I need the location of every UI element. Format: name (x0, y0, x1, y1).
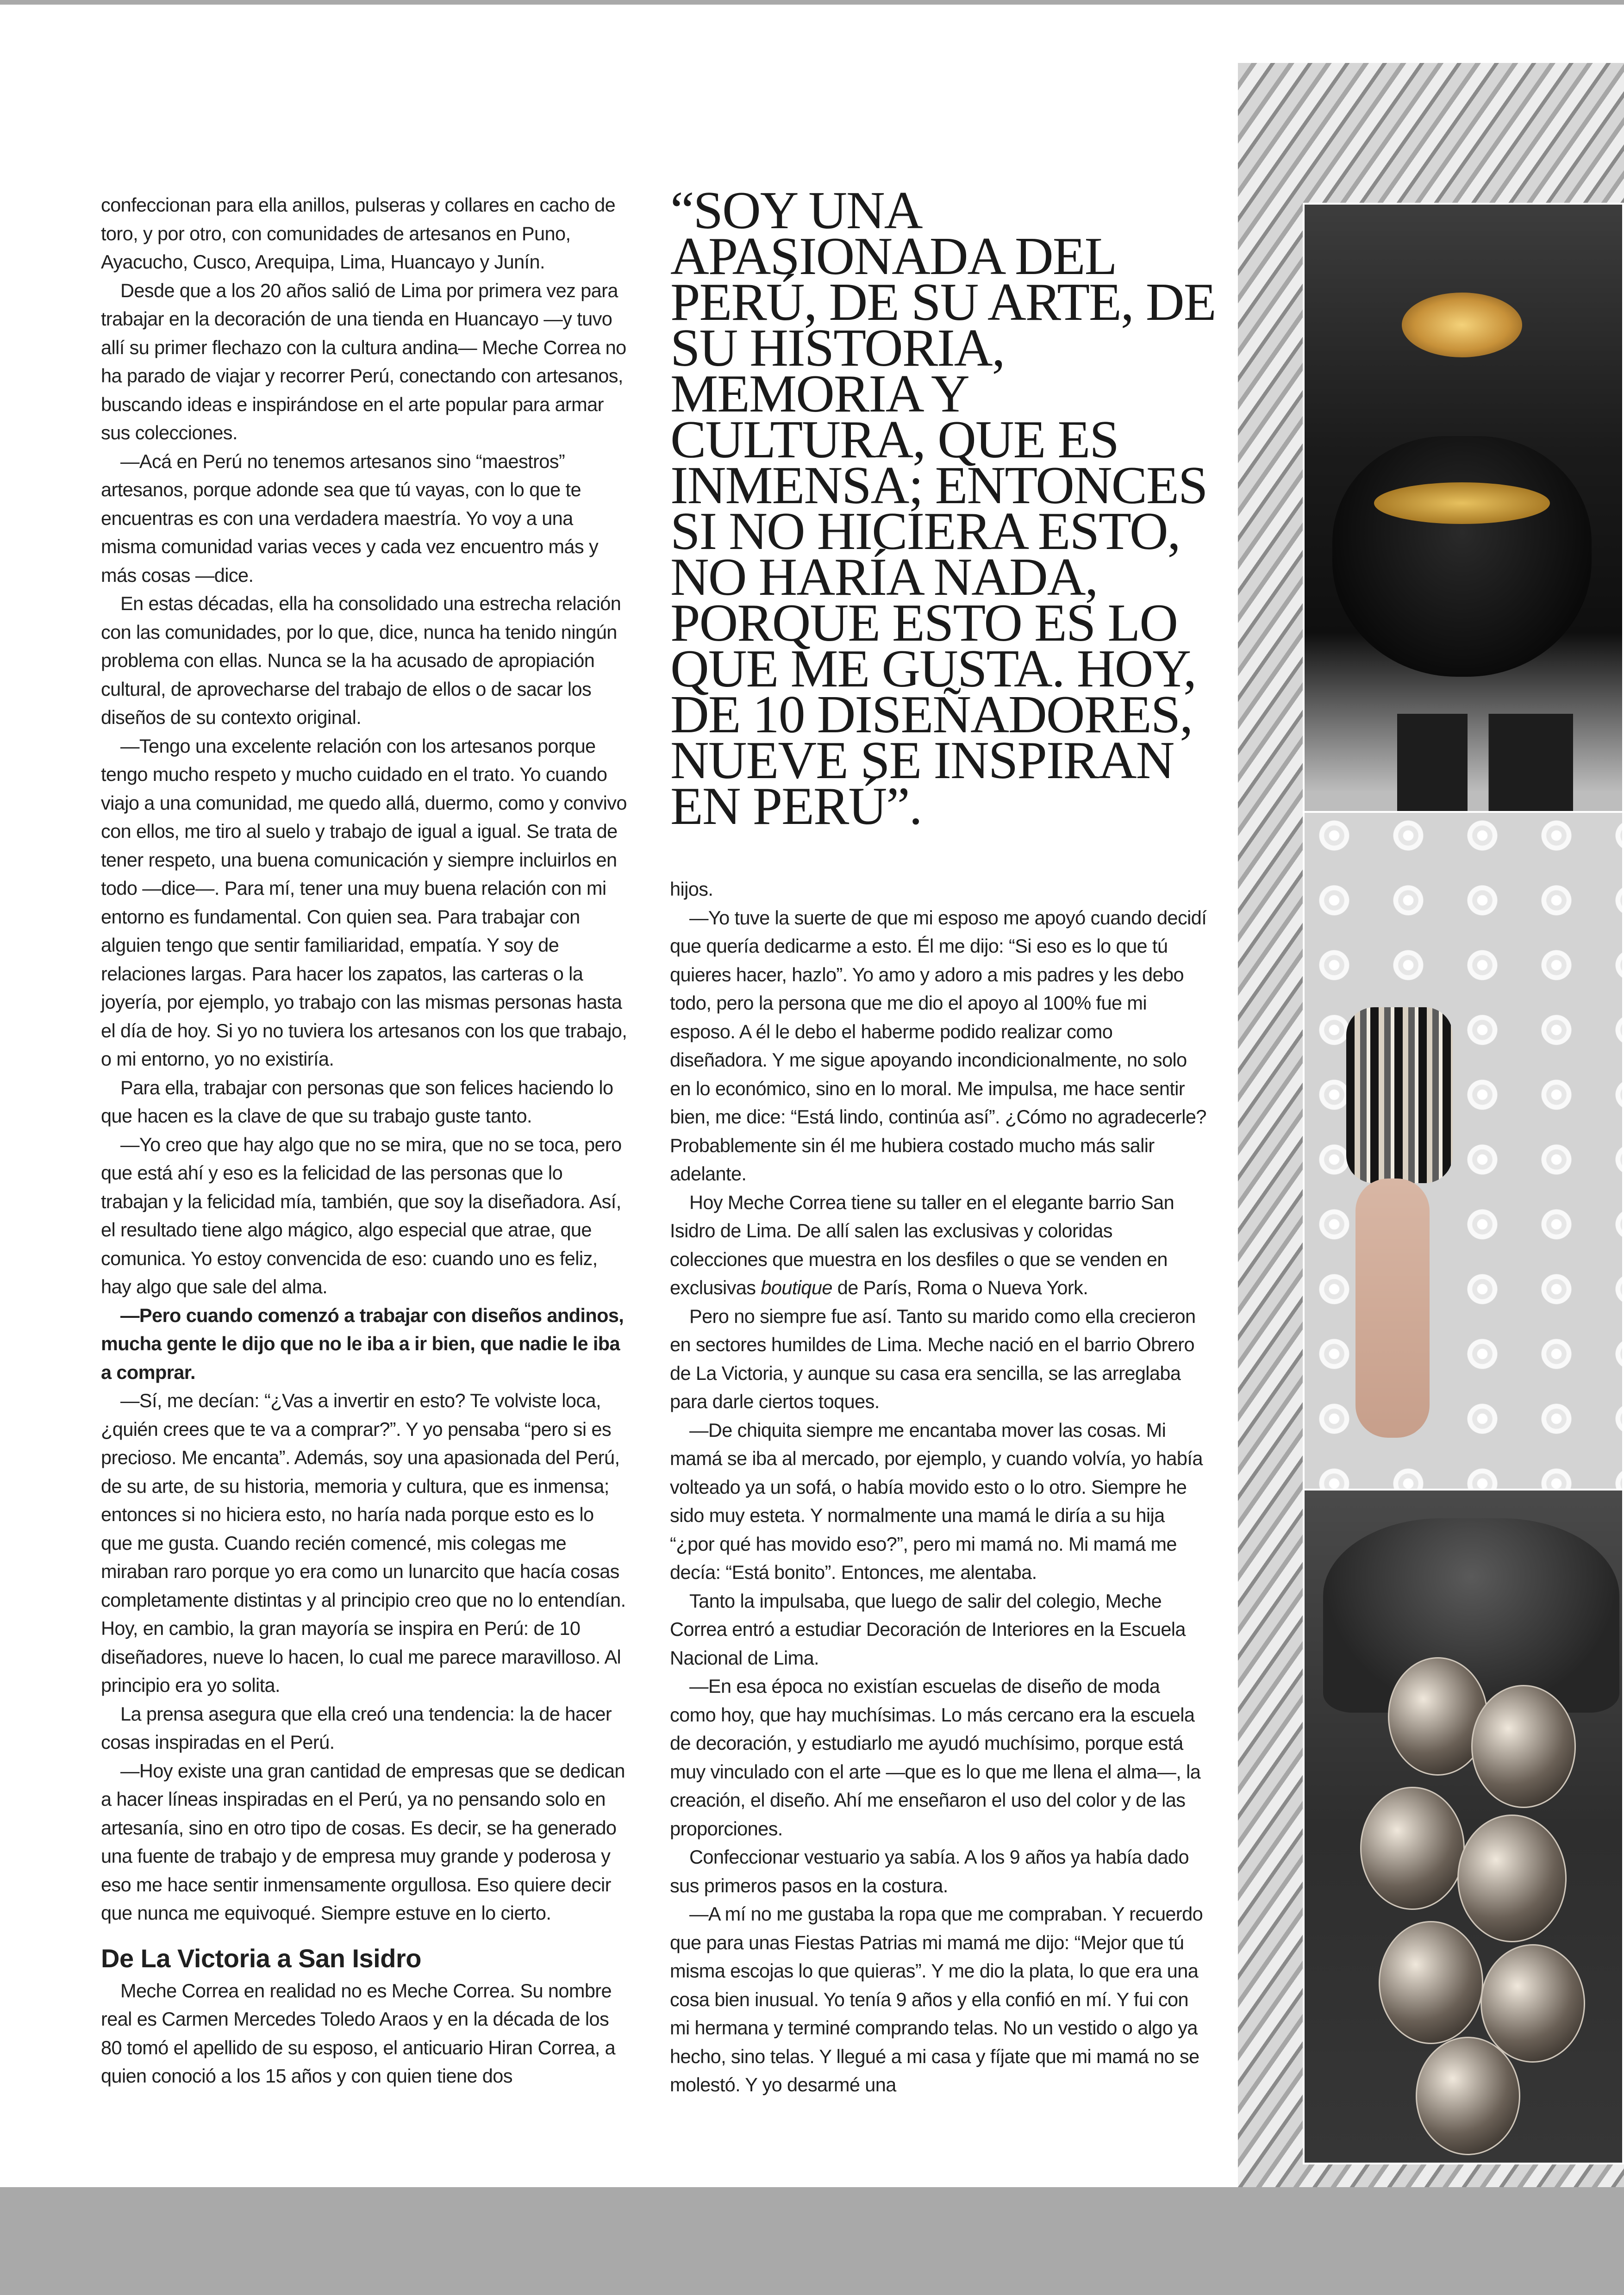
model-legs (1397, 714, 1573, 818)
paragraph-text: Hoy Meche Correa tiene su taller en el elegante barrio San Isidro de Lima. De allí salen las exclusivas y coloridas colecciones que muestra en los desfiles o que se venden en exclusivas (670, 1191, 1174, 1298)
horn-disc (1480, 1944, 1585, 2063)
paragraph: confeccionan para ella anillos, pulseras y collares en cacho de toro, y por otro, con comunidades de artesanos en Puno, Ayacucho, Cusco, Arequipa, Lima, Huancayo y Junín. (101, 194, 616, 273)
black-handbag (1332, 436, 1592, 677)
pull-quote: “SOY UNA APASIONADA DEL PERÚ, DE SU ARTE, DE SU HISTORIA, MEMORIA Y CULTURA, QUE ES INMENSA; ENTONCES SI NO HICIERA ESTO, NO HARÍA NADA, PORQUE ESTO ES LO QUE ME GUSTA. HOY, DE 10 DISEÑADORES, NUEVE SE INSPIRAN EN PERÚ”. (670, 181, 1216, 836)
paragraph: —A mí no me gustaba la ropa que me compraban. Y recuerdo que para unas Fiestas Patrias mi mamá me dijo: “Mejor que tú misma escojas lo que quieras”. Y me dio la plata, lo que era una cosa bien inusual. Yo tenía 9 años y ella confió en mí. Y fui con mi hermana y terminé comprando telas. No un vestido o algo ya hecho, sino telas. Y llegué a mi casa y fíjate que mi mamá no se molestó. Y yo desarmé una (670, 1903, 1203, 2095)
horn-disc (1379, 1921, 1483, 2044)
italic-word: boutique (761, 1277, 832, 1298)
paragraph: Para ella, trabajar con personas que son felices haciendo lo que hacen es la clave de que su trabajo guste tanto. (101, 1076, 613, 1127)
paragraph (670, 1188, 1207, 1302)
paragraph: Confeccionar vestuario ya sabía. A los 9 años ya había dado sus primeros pasos en la costura. (670, 1846, 1189, 1896)
knit-dress-bangle-photo (1303, 811, 1624, 1501)
left-text-column (101, 191, 630, 2090)
horn-disc (1471, 1685, 1576, 1808)
horn-cuff-bangle (1346, 1007, 1453, 1183)
paragraph: —Hoy existe una gran cantidad de empresas que se dedican a hacer líneas inspiradas en el Perú, ya no pensando solo en artesanía, sino en otro tipo de cosas. Es decir, se ha generado una fuente de trabajo y de empresa muy grande y poderosa y eso me hace sentir inmensamente orgullosa. Eso quiere decir que nunca me equivoqué. Siempre estuve en lo cierto. (101, 1759, 625, 1924)
horn-disc-necklace-photo (1303, 1489, 1624, 2164)
paragraph: —Sí, me decían: “¿Vas a invertir en esto? Te volviste loca, ¿quién crees que te va a comprar?”. Y yo pensaba “pero si es precioso. Me encanta”. Además, soy una apasionada del Perú, de su arte, de su historia, memoria y cultura, que es inmensa; entonces si no hiciera esto, no haría nada porque esto es lo que me gusta. Cuando recién comencé, mis colegas me miraban raro porque yo era como un lunarcito que hacía cosas completamente distintas y al principio creo que no lo entendían. Hoy, en cambio, la gran mayoría se inspira en Perú: de 10 diseñadores, nueve lo hacen, lo cual me parece maravilloso. Al principio era yo solita. (101, 1390, 626, 1696)
paragraph-text: de París, Roma o Nueva York. (832, 1277, 1088, 1298)
section-subheading: De La Victoria a San Isidro (101, 1943, 421, 1973)
paragraph: Tanto la impulsaba, que luego de salir del colegio, Meche Correa entró a estudiar Decoración de Interiores en la Escuela Nacional de Lima. (670, 1590, 1186, 1669)
middle-text-column (670, 875, 1207, 2099)
interview-question: —Pero cuando comenzó a trabajar con diseños andinos, mucha gente le dijo que no le iba a ir bien, que nadie le iba a comprar. (101, 1304, 624, 1383)
horn-disc (1457, 1815, 1567, 1942)
paragraph: —Tengo una excelente relación con los artesanos porque tengo mucho respeto y mucho cuidado en el trato. Yo cuando viajo a una comunidad, me quedo allá, duermo, como y convivo con ellos, me tiro al suelo y trabajo de igual a igual. Se trata de tener respeto, una buena comunicación y siempre incluirlos en todo —dice—. Para mí, tener una muy buena relación con mi entorno es fundamental. Con quien sea. Para trabajar con alguien tengo que sentir familiaridad, empatía. Y soy de relaciones largas. Para hacer los zapatos, las carteras o la joyería, por ejemplo, yo trabajo con las mismas personas hasta el día de hoy. Si yo no tuviera los artesanos con los que trabajo, o mi entorno, yo no existiría. (101, 735, 627, 1070)
gold-clasp (1374, 482, 1550, 524)
gold-bracelet (1402, 293, 1522, 357)
top-border (0, 0, 1624, 5)
paragraph: —Acá en Perú no tenemos artesanos sino “maestros” artesanos, porque adonde sea que tú vayas, con lo que te encuentras es con una verdadera maestría. Yo voy a una misma comunidad varias veces y cada vez encuentro más y más cosas —dice. (101, 450, 599, 586)
paragraph: —Yo tuve la suerte de que mi esposo me apoyó cuando decidí que quería dedicarme a esto. Él me dijo: “Si eso es lo que tú quieres hacer, hazlo”. Yo amo y adoro a mis padres y les debo todo, pero la persona que me dio el apoyo al 100% fue mi esposo. A él le debo el haberme podido realizar como diseñadora. Y me sigue apoyando incondicionalmente, no solo en lo económico, sino en lo moral. Me impulsa, me hace sentir bien, me dice: “Está lindo, continúa así”. ¿Cómo no agradecerle? Probablemente sin él me hubiera costado mucho más salir adelante. (670, 906, 1207, 1185)
paragraph: hijos. (670, 878, 713, 900)
fashion-handbag-photo (1303, 203, 1624, 818)
paragraph: La prensa asegura que ella creó una tendencia: la de hacer cosas inspiradas en el Perú. (101, 1703, 612, 1753)
paragraph: Desde que a los 20 años salió de Lima por primera vez para trabajar en la decoración de una tienda en Huancayo —y tuvo allí su primer flechazo con la cultura andina— Meche Correa no ha parado de viajar y recorrer Perú, conectando con artesanos, buscando ideas e inspirándose en el arte popular para armar sus colecciones. (101, 279, 626, 443)
paragraph: En estas décadas, ella ha consolidado una estrecha relación con las comunidades, por lo que, dice, nunca ha tenido ningún problema con ellas. Nunca se la ha acusado de apropiación cultural, de aprovecharse del trabajo de ellos o de sacar los diseños de su contexto original. (101, 592, 621, 728)
paragraph: —De chiquita siempre me encantaba mover las cosas. Mi mamá se iba al mercado, por ejemplo, y cuando volvía, yo había volteado ya un sofá, o había movido esto o lo otro. Siempre he sido muy esteta. Y normalmente una mamá le diría a su hija “¿por qué has movido eso?”, pero mi mamá no. Mi mamá me decía: “Está bonito”. Entonces, me alentaba. (670, 1419, 1203, 1583)
photo-collage (1238, 63, 1624, 2229)
paragraph: —En esa época no existían escuelas de diseño de moda como hoy, que hay muchísimas. Lo más cercano era la escuela de decoración, y estudiarlo me ayudó muchísimo, porque está muy vinculado con el arte —que es lo que me llena el alma—, la creación, el diseño. Ahí me enseñaron el uso del color y de las proporciones. (670, 1675, 1201, 1840)
bottom-border (0, 2187, 1624, 2295)
model-hand (1355, 1179, 1430, 1438)
paragraph: Meche Correa en realidad no es Meche Correa. Su nombre real es Carmen Mercedes Toledo Araos y en la década de los 80 tomó el apellido de su esposo, el anticuario Hiran Correa, a quien conoció a los 15 años y con quien tiene dos (101, 1979, 616, 2087)
paragraph: —Yo creo que hay algo que no se mira, que no se toca, pero que está ahí y eso es la felicidad de las personas que lo trabajan y la felicidad mía, también, que soy la diseñadora. Así, el resultado tiene algo mágico, algo especial que atrae, que comunica. Yo estoy convencida de eso: cuando uno es feliz, hay algo que sale del alma. (101, 1133, 622, 1297)
paragraph: Pero no siempre fue así. Tanto su marido como ella crecieron en sectores humildes de Lima. Meche nació en el barrio Obrero de La Victoria, y aunque su casa era sencilla, se las arreglaba para darle ciertos toques. (670, 1305, 1196, 1412)
horn-disc (1360, 1787, 1465, 1910)
horn-disc (1416, 2037, 1520, 2155)
